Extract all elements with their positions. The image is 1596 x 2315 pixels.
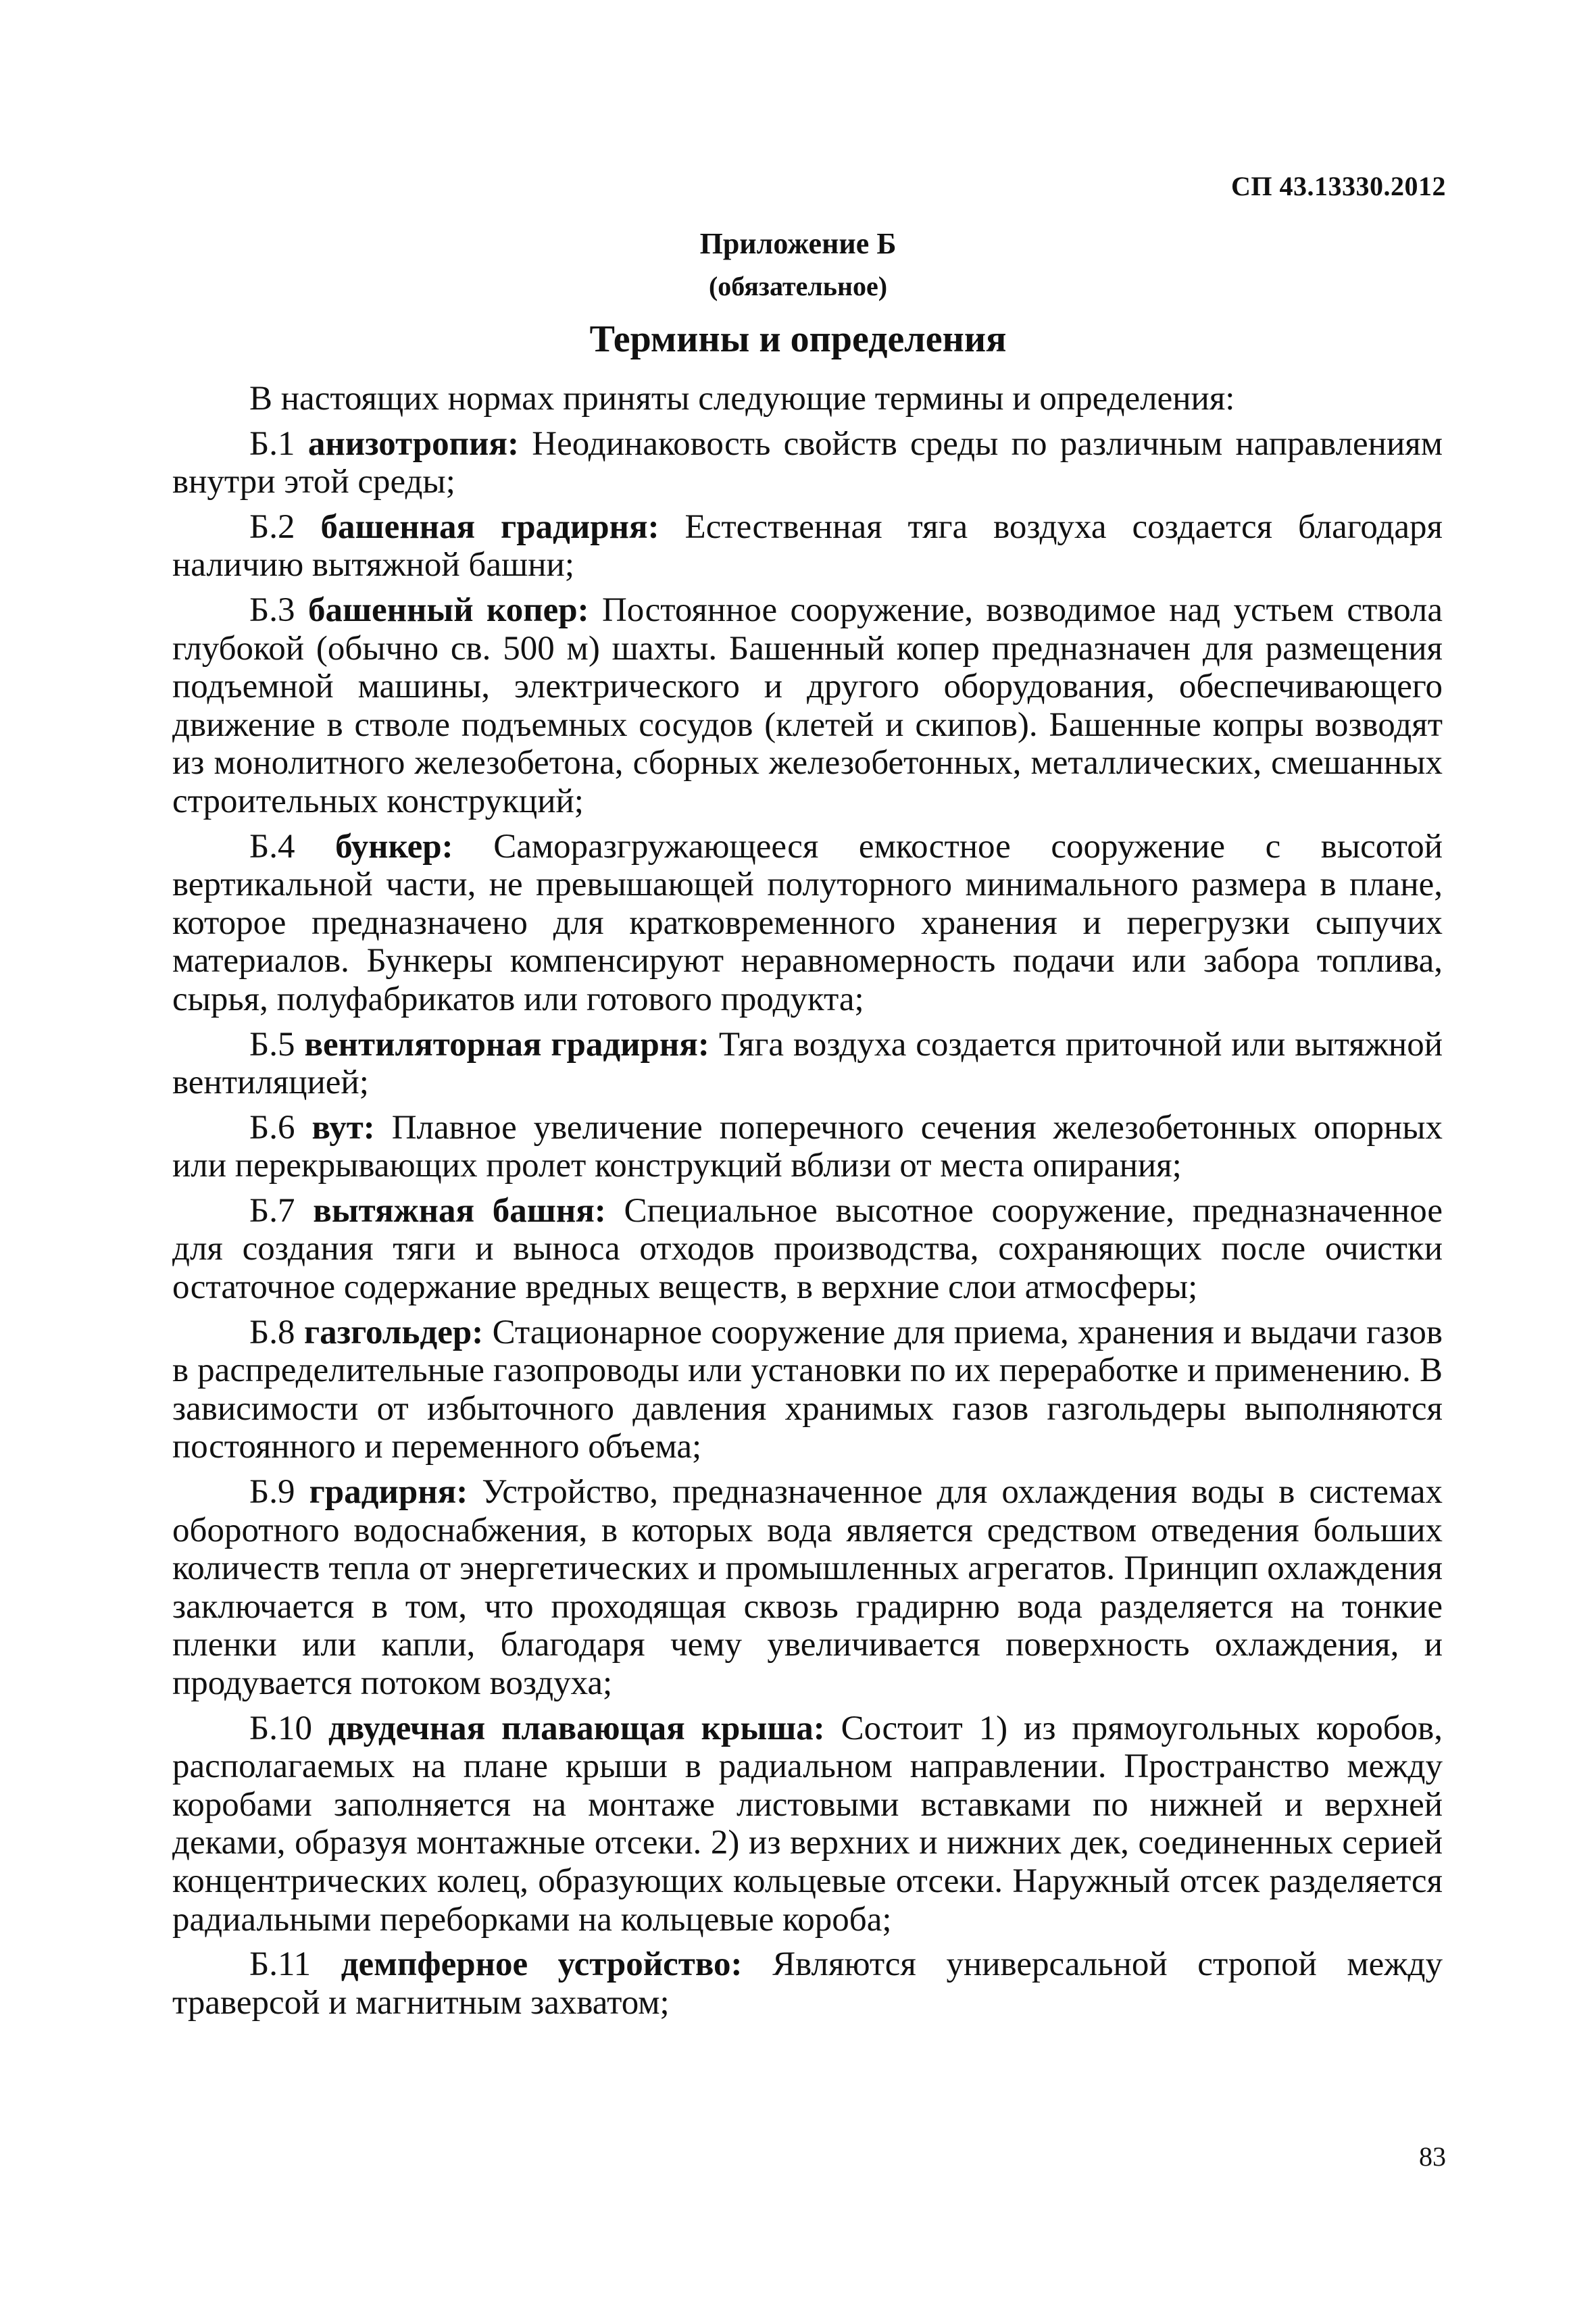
definition-number: Б.7 [249, 1191, 295, 1230]
definition-paragraph [172, 1710, 1443, 1939]
definition-term: вентиляторная градирня: [304, 1025, 709, 1064]
definition-text: Постоянное сооружение, возводимое над устьем ствола глубокой (обычно св. 500 м) шахты. Башенный копер предназначен для размещения подъемной машины, электрического и другого оборудования, обеспечивающего движение в стволе подъемных сосудов (клетей и скипов). Башенные копры возводят из монолитного железобетона, сборных железобетонных, металлических, смешанных строительных конструкций; [172, 591, 1443, 820]
definition-paragraph [172, 1945, 1443, 2022]
page-number: 83 [1419, 2141, 1446, 2172]
definition-term: анизотропия: [307, 424, 520, 463]
definition-number: Б.11 [249, 1945, 311, 1984]
definition-text: Неодинаковость свойств среды по различным направлениям внутри этой среды; [172, 424, 1443, 501]
document-code: СП 43.13330.2012 [1231, 171, 1446, 201]
definition-number: Б.6 [249, 1108, 295, 1147]
definition-text: Устройство, предназначенное для охлаждения воды в системах оборотного водоснабжения, в которых вода является средством отведения больших количеств тепла от энергетических и промышленных агрегатов. Принцип охлаждения заключается в том, что проходящая сквозь градирню вода разделяется на тонкие пленки или капли, благодаря чему увеличивается поверхность охлаждения, и продувается потоком воздуха; [172, 1473, 1443, 1702]
definition-paragraph [172, 1473, 1443, 1703]
definition-term: башенная градирня: [320, 507, 659, 546]
definition-text: Саморазгружающееся емкостное сооружение с высотой вертикальной части, не превышающей полуторного минимального размера в плане, которое предназначено для кратковременного хранения и перегрузки сыпучих материалов. Бункеры компенсируют неравномерность подачи или забора топлива, сырья, полуфабрикатов или готового продукта; [172, 827, 1443, 1018]
definition-term: башенный копер: [307, 591, 589, 629]
definition-number: Б.5 [249, 1025, 295, 1064]
definition-number: Б.10 [249, 1709, 313, 1747]
definition-number: Б.9 [249, 1473, 295, 1512]
definition-term: вытяжная башня: [313, 1191, 606, 1230]
definition-number: Б.4 [249, 827, 295, 866]
definition-paragraph [172, 591, 1443, 821]
appendix-type: (обязательное) [708, 271, 888, 301]
definition-paragraph [172, 508, 1443, 584]
definition-text: Плавное увеличение поперечного сечения железобетонных опорных или перекрывающих пролет конструкций вблизи от места опирания; [172, 1108, 1443, 1185]
definition-paragraph [172, 1026, 1443, 1102]
definition-term: демпферное устройство: [341, 1945, 743, 1984]
definition-text: Являются универсальной стропой между траверсой и магнитным захватом; [172, 1945, 1443, 2022]
definition-term: двудечная плавающая крыша: [328, 1709, 825, 1747]
definition-text: Тяга воздуха создается приточной или вытяжной вентиляцией; [172, 1025, 1443, 1102]
definitions-body [172, 380, 1443, 2028]
definition-term: градирня: [309, 1473, 468, 1512]
definition-text: Специальное высотное сооружение, предназначенное для создания тяги и выноса отходов производства, сохраняющих после очистки остаточное содержание вредных веществ, в верхние слои атмосферы; [172, 1191, 1443, 1307]
definition-text: Состоит 1) из прямоугольных коробов, располагаемых на плане крыши в радиальном направлении. Пространство между коробами заполняется на монтаже листовыми вставками по нижней и верхней деками, образуя монтажные отсеки. 2) из верхних и нижних дек, соединенных серией концентрических колец, образующих кольцевые отсеки. Наружный отсек разделяется радиальными переборками на кольцевые короба; [172, 1709, 1443, 1939]
definition-paragraph [172, 425, 1443, 501]
definition-paragraph [172, 828, 1443, 1019]
definition-number: Б.1 [249, 424, 295, 463]
definition-term: газгольдер: [303, 1313, 484, 1351]
intro-paragraph: В настоящих нормах приняты следующие термины и определения: [249, 380, 1235, 418]
definition-paragraph [172, 1314, 1443, 1466]
definition-paragraph [172, 1192, 1443, 1307]
definition-term: вут: [311, 1108, 375, 1147]
appendix-title: Приложение Б [699, 227, 897, 260]
definition-paragraph [172, 1109, 1443, 1185]
definition-term: бункер: [335, 827, 453, 866]
definition-number: Б.2 [249, 507, 295, 546]
definition-number: Б.3 [249, 591, 295, 629]
definition-number: Б.8 [249, 1313, 295, 1351]
section-title: Термины и определения [589, 318, 1007, 360]
definition-text: Стационарное сооружение для приема, хранения и выдачи газов в распределительные газопроводы или установки по их переработке и применению. В зависимости от избыточного давления хранимых газов газгольдеры выполняются постоянного и переменного объема; [172, 1313, 1443, 1466]
definition-text: Естественная тяга воздуха создается благодаря наличию вытяжной башни; [172, 507, 1443, 584]
